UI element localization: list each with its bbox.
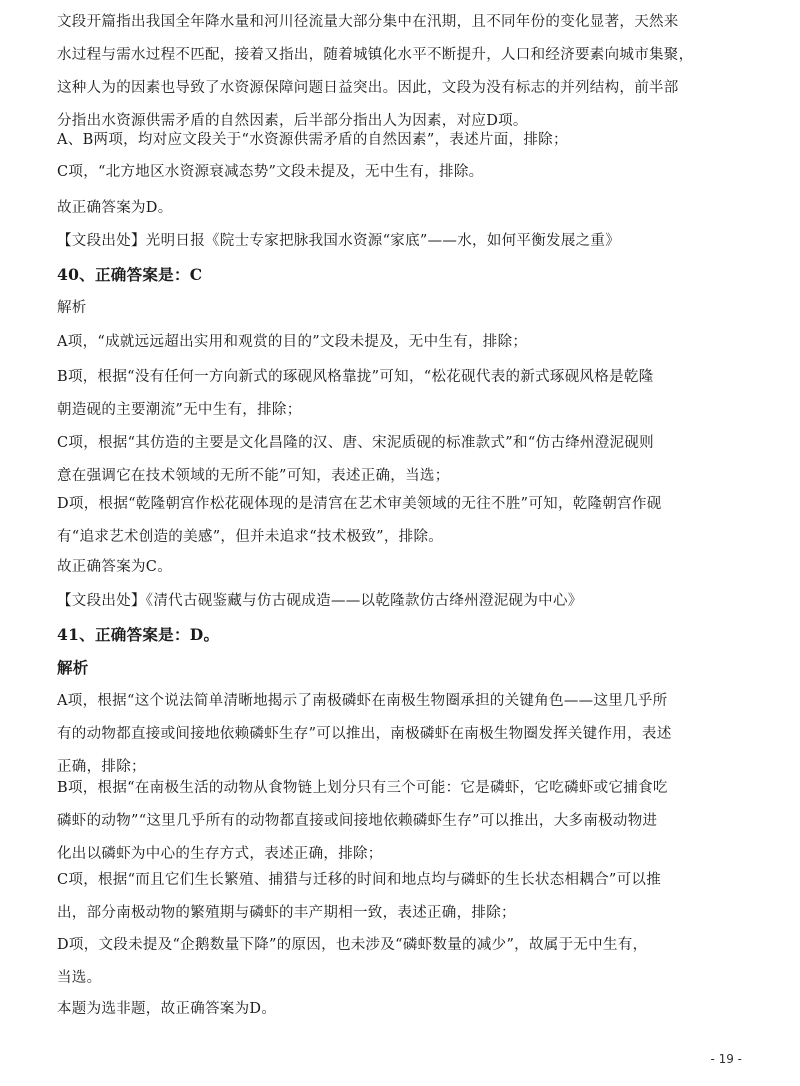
text-line: 当选。 [57, 970, 102, 986]
paragraph-q41-d [57, 929, 757, 995]
paragraph-q41-answer [57, 993, 757, 1026]
text-line: A项，“成就远远超出实用和观赏的目的”文段未提及，无中生有，排除； [57, 334, 528, 350]
paragraph-q40-source [57, 585, 757, 618]
paragraph-q39-c [57, 156, 757, 189]
text-line: 水过程与需水过程不匹配，接着又指出，随着城镇化水平不断提升，人口和经济要素向城市集聚， [57, 47, 694, 63]
text-line: 41、正确答案是：D。 [57, 625, 220, 644]
question-41-heading [57, 618, 757, 651]
paragraph-q39-source [57, 225, 757, 258]
text-line: 解析 [57, 658, 89, 677]
paragraph-q41-c [57, 864, 757, 930]
paragraph-q39-answer [57, 192, 757, 225]
text-line: C项，“北方地区水资源衰减态势”文段未提及，无中生有，排除。 [57, 164, 484, 180]
paragraph-q40-b [57, 361, 757, 427]
paragraph-intro [57, 6, 757, 138]
text-line: 解析 [57, 300, 87, 316]
text-line: 分指出水资源供需矛盾的自然因素，后半部分指出人为因素，对应D项。 [57, 113, 528, 129]
paragraph-q40-a [57, 326, 757, 359]
text-line: 化出以磷虾为中心的生存方式，表述正确，排除； [57, 846, 383, 862]
paragraph-q41-a [57, 685, 757, 784]
text-line: 本题为选非题，故正确答案为D。 [57, 1001, 277, 1017]
text-line: A、B两项，均对应文段关于“水资源供需矛盾的自然因素”，表述片面，排除； [57, 132, 568, 148]
text-line: 这种人为的因素也导致了水资源保障问题日益突出。因此，文段为没有标志的并列结构，前半部 [57, 80, 679, 96]
paragraph-q41-b [57, 772, 757, 871]
paragraph-q40-c [57, 427, 757, 493]
page-number: - 19 - [710, 1052, 742, 1066]
text-line: 有的动物都直接或间接地依赖磷虾生存”可以推出，南极磷虾在南极生物圈发挥关键作用，表述 [57, 726, 672, 742]
text-line: B项，根据“在南极生活的动物从食物链上划分只有三个可能：它是磷虾，它吃磷虾或它捕食吃 [57, 780, 668, 796]
text-line: 故正确答案为C。 [57, 559, 172, 575]
text-line: 正确，排除； [57, 759, 146, 775]
text-line: 【文段出处】《清代古砚鉴藏与仿古砚成造——以乾隆款仿古绛州澄泥砚为中心》 [57, 593, 583, 609]
text-line: A项，根据“这个说法简单清晰地揭示了南极磷虾在南极生物圈承担的关键角色——这里几乎所 [57, 693, 668, 709]
text-line: 磷虾的动物”“这里几乎所有的动物都直接或间接地依赖磷虾生存”可以推出，大多南极动物进 [57, 813, 658, 829]
text-line: C项，根据“而且它们生长繁殖、捕猎与迁移的时间和地点均与磷虾的生长状态相耦合”可以推 [57, 872, 662, 888]
q41-analysis-label [57, 651, 757, 684]
text-line: 文段开篇指出我国全年降水量和河川径流量大部分集中在汛期，且不同年份的变化显著，天然来 [57, 14, 679, 30]
text-line: 出，部分南极动物的繁殖期与磷虾的丰产期相一致，表述正确，排除； [57, 905, 516, 921]
q40-analysis-label [57, 292, 757, 325]
text-line: D项，根据“乾隆朝宫作松花砚体现的是清宫在艺术审美领域的无往不胜”可知，乾隆朝宫作砚 [57, 496, 662, 512]
text-line: 有“追求艺术创造的美感”，但并未追求“技术极致”，排除。 [57, 529, 444, 545]
text-line: 意在强调它在技术领域的无所不能”可知，表述正确，当选； [57, 468, 450, 484]
text-line: 【文段出处】光明日报《院士专家把脉我国水资源“家底”——水，如何平衡发展之重》 [57, 233, 621, 249]
paragraph-q39-ab [57, 124, 757, 157]
paragraph-q40-answer [57, 551, 757, 584]
text-line: 40、正确答案是：C [57, 265, 203, 284]
text-line: C项，根据“其仿造的主要是文化昌隆的汉、唐、宋泥质砚的标准款式”和“仿古绛州澄泥砚则 [57, 435, 654, 451]
text-line: B项，根据“没有任何一方向新式的琢砚风格靠拢”可知，“松花砚代表的新式琢砚风格是乾隆 [57, 369, 654, 385]
paragraph-q40-d [57, 488, 757, 554]
text-line: 故正确答案为D。 [57, 200, 173, 216]
text-line: D项，文段未提及“企鹅数量下降”的原因，也未涉及“磷虾数量的减少”，故属于无中生有， [57, 937, 648, 953]
text-line: 朝造砚的主要潮流”无中生有，排除； [57, 402, 302, 418]
question-40-heading [57, 258, 757, 291]
